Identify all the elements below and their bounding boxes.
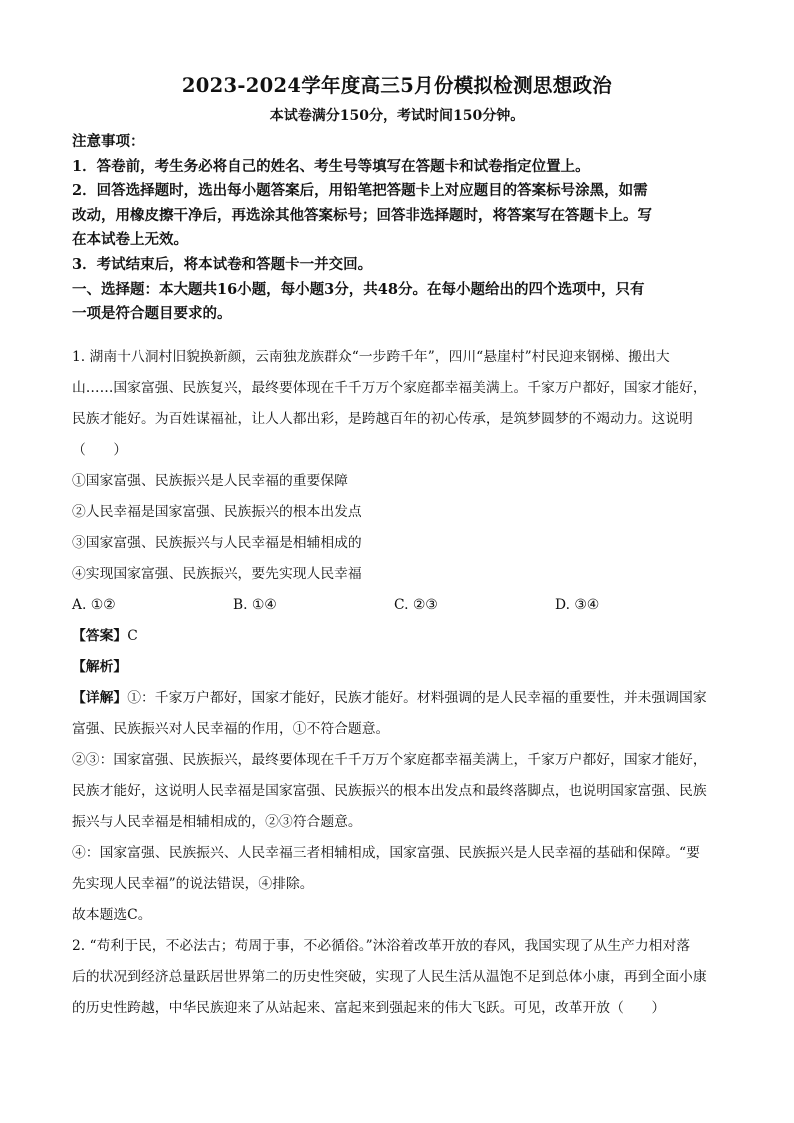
q1-options bbox=[72, 590, 722, 621]
instruction-line: 2．回答选择题时，选出每小题答案后，用铅笔把答题卡上对应题目的答案标号涂黑，如需 bbox=[72, 182, 648, 200]
q1-explanation-line: 富强、民族振兴对人民幸福的作用，①不符合题意。 bbox=[72, 721, 390, 737]
question-area bbox=[72, 342, 722, 1024]
q1-statement: ④实现国家富强、民族振兴，要先实现人民幸福 bbox=[72, 566, 362, 582]
q2-stem-line: 2. “苟利于民，不必法古；苟周于事，不必循俗。”沐浴着改革开放的春风，我国实现了从生产力相对落 bbox=[72, 938, 691, 954]
q1-explanation-line: 故本题选C。 bbox=[72, 907, 152, 923]
q1-analysis bbox=[72, 652, 722, 683]
section-heading-line: 一、选择题：本大题共16小题，每小题3分，共48分。在每小题给出的四个选项中，只有 bbox=[72, 280, 645, 298]
section-heading-line: 一项是符合题目要求的。 bbox=[72, 305, 232, 323]
instruction-line: 在本试卷上无效。 bbox=[72, 231, 188, 249]
exam-info: 本试卷满分150分，考试时间150分钟。 bbox=[269, 108, 525, 124]
option-c: C. ②③ bbox=[394, 597, 438, 613]
instruction-line: 1．答卷前，考生务必将自己的姓名、考生号等填写在答题卡和试卷指定位置上。 bbox=[72, 157, 590, 175]
page-title: 2023-2024学年度高三5月份模拟检测思想政治 bbox=[181, 74, 613, 97]
explanation-text: ①：千家万户都好，国家才能好，民族才能好。材料强调的是人民幸福的重要性，并未强调国家 bbox=[127, 690, 707, 706]
q1-explanation-line: ②③：国家富强、民族振兴，最终要体现在千千万万个家庭都幸福美满上，千家万户都好，国家才能好， bbox=[72, 752, 707, 768]
q2-stem-line: 后的状况到经济总量跃居世界第二的历史性突破，实现了人民生活从温饱不足到总体小康，再到全面小康 bbox=[72, 969, 707, 985]
instructions-heading: 注意事项： bbox=[72, 133, 145, 150]
option-d: D. ③④ bbox=[555, 597, 600, 613]
option-b: B. ①④ bbox=[233, 597, 277, 613]
q1-explanation-line bbox=[72, 683, 722, 714]
analysis-tag: 【解析】 bbox=[72, 659, 128, 675]
instructions bbox=[72, 130, 722, 327]
q1-statement: ①国家富强、民族振兴是人民幸福的重要保障 bbox=[72, 473, 348, 489]
option-a: A. ①② bbox=[72, 597, 116, 613]
q1-statement: ③国家富强、民族振兴与人民幸福是相辅相成的 bbox=[72, 535, 362, 551]
answer-tag: 【答案】 bbox=[72, 628, 128, 644]
q1-stem-line: （ ） bbox=[72, 442, 128, 458]
q1-explanation-line: 先实现人民幸福”的说法错误，④排除。 bbox=[72, 876, 314, 892]
q1-explanation-line: 振兴与人民幸福是相辅相成的，②③符合题意。 bbox=[72, 814, 362, 830]
q1-explanation-line: 民族才能好，这说明人民幸福是国家富强、民族振兴的根本出发点和最终落脚点，也说明国家富强、民族 bbox=[72, 783, 707, 799]
q1-stem-line: 民族才能好。为百姓谋福祉，让人人都出彩，是跨越百年的初心传承，是筑梦圆梦的不竭动力。这说明 bbox=[72, 411, 693, 427]
q1-stem-line: 1. 湖南十八洞村旧貌换新颜，云南独龙族群众“一步跨千年”，四川“悬崖村”村民迎来钢梯、搬出大 bbox=[72, 349, 670, 365]
instruction-line: 3．考试结束后，将本试卷和答题卡一并交回。 bbox=[72, 255, 373, 273]
q1-explanation-line: ④：国家富强、民族振兴、人民幸福三者相辅相成，国家富强、民族振兴是人民幸福的基础和保障。“要 bbox=[72, 845, 700, 861]
answer-value: C bbox=[127, 628, 138, 644]
q2-stem-line: 的历史性跨越，中华民族迎来了从站起来、富起来到强起来的伟大飞跃。可见，改革开放（ ） bbox=[72, 1000, 666, 1016]
q1-statement: ②人民幸福是国家富强、民族振兴的根本出发点 bbox=[72, 504, 362, 520]
detail-tag: 【详解】 bbox=[72, 690, 128, 706]
q1-answer bbox=[72, 621, 722, 652]
q1-stem-line: 山……国家富强、民族复兴，最终要体现在千千万万个家庭都幸福美满上。千家万户都好，国家才能好， bbox=[72, 380, 707, 396]
instruction-line: 改动，用橡皮擦干净后，再选涂其他答案标号；回答非选择题时，将答案写在答题卡上。写 bbox=[72, 206, 652, 224]
